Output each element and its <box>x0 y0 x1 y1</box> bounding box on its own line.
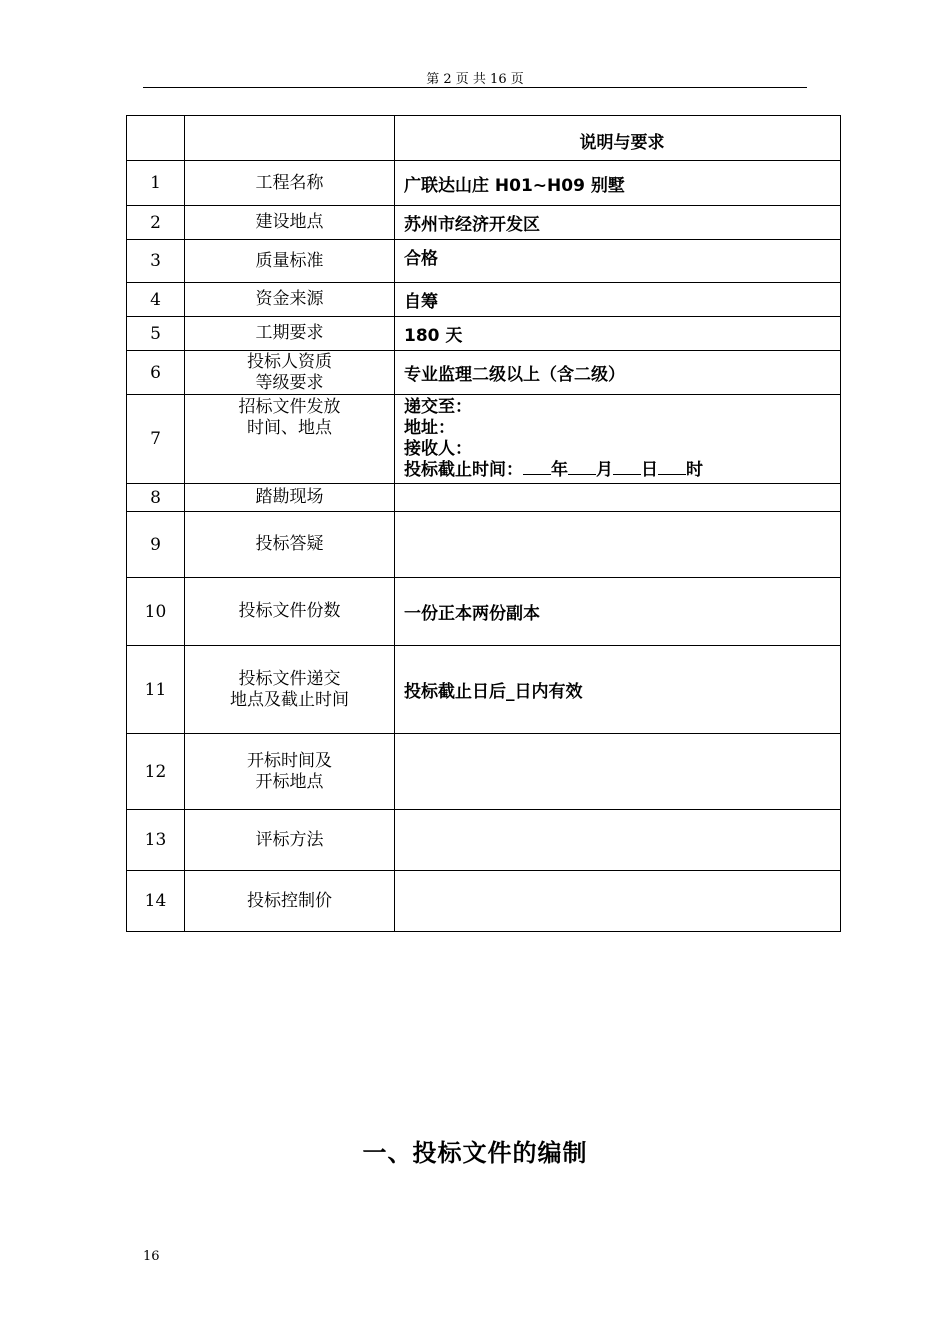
row-description <box>395 871 841 932</box>
header-cell-item <box>185 116 395 161</box>
page-number: 16 <box>143 1249 160 1264</box>
table-row <box>127 734 841 810</box>
row-number: 13 <box>127 810 185 871</box>
section-title: 一、投标文件的编制 <box>362 1139 588 1167</box>
row-description: 180 天 <box>395 317 841 351</box>
table-row <box>127 871 841 932</box>
table-row <box>127 206 841 240</box>
row-item: 工程名称 <box>185 161 395 206</box>
month-blank <box>568 460 596 475</box>
row-number: 6 <box>127 351 185 395</box>
bid-deadline-label: 投标截止时间： <box>404 460 523 480</box>
row-item <box>185 646 395 734</box>
row-item: 踏勘现场 <box>185 484 395 512</box>
bidding-info-table <box>126 115 841 932</box>
header-cell-description: 说明与要求 <box>395 116 841 161</box>
header-cell-num <box>127 116 185 161</box>
table-row <box>127 161 841 206</box>
row-number: 2 <box>127 206 185 240</box>
table-row <box>127 646 841 734</box>
row-item: 投标文件份数 <box>185 578 395 646</box>
row-description: 广联达山庄 H01~H09 别墅 <box>395 161 841 206</box>
table-row <box>127 512 841 578</box>
row-item: 资金来源 <box>185 283 395 317</box>
row-item-line: 开标时间及 <box>247 750 332 771</box>
bid-deadline-line <box>404 460 840 481</box>
hour-label: 时 <box>686 460 703 480</box>
row-number: 14 <box>127 871 185 932</box>
table-row <box>127 317 841 351</box>
row-number: 4 <box>127 283 185 317</box>
row-number: 1 <box>127 161 185 206</box>
day-label: 日 <box>641 460 658 480</box>
row-description: 合格 <box>395 240 841 283</box>
table-row <box>127 240 841 283</box>
row-item-line: 投标文件递交 <box>238 668 341 689</box>
row-description <box>395 734 841 810</box>
row-item: 投标控制价 <box>185 871 395 932</box>
table-row <box>127 283 841 317</box>
month-label: 月 <box>596 460 613 480</box>
row-number: 7 <box>127 395 185 484</box>
table-row <box>127 351 841 395</box>
year-label: 年 <box>551 460 568 480</box>
table-row <box>127 810 841 871</box>
row-description: 一份正本两份副本 <box>395 578 841 646</box>
row-description <box>395 484 841 512</box>
row-item <box>185 395 395 484</box>
header-divider <box>143 87 807 88</box>
table-header-row <box>127 116 841 161</box>
row-item <box>185 734 395 810</box>
table-row <box>127 395 841 484</box>
row-number: 11 <box>127 646 185 734</box>
row-item-line: 地点及截止时间 <box>230 689 349 710</box>
row-description <box>395 512 841 578</box>
row-item-line: 等级要求 <box>255 372 324 393</box>
day-blank <box>613 460 641 475</box>
row-item: 建设地点 <box>185 206 395 240</box>
receiver-label: 接收人： <box>404 439 472 459</box>
row-item-line: 招标文件发放 <box>238 397 341 417</box>
row-description <box>395 395 841 484</box>
row-item: 工期要求 <box>185 317 395 351</box>
row-description <box>395 810 841 871</box>
address-label: 地址： <box>404 418 455 438</box>
row-item: 投标答疑 <box>185 512 395 578</box>
hour-blank <box>658 460 686 475</box>
row-number: 12 <box>127 734 185 810</box>
row-item-line: 投标人资质 <box>247 351 332 372</box>
year-blank <box>523 460 551 475</box>
row-description: 专业监理二级以上（含二级） <box>395 351 841 395</box>
table-row <box>127 578 841 646</box>
table-row <box>127 484 841 512</box>
row-number: 9 <box>127 512 185 578</box>
row-item: 质量标准 <box>185 240 395 283</box>
row-item-line: 开标地点 <box>255 771 324 792</box>
row-number: 10 <box>127 578 185 646</box>
row-item <box>185 351 395 395</box>
row-number: 3 <box>127 240 185 283</box>
row-description: 投标截止日后_日内有效 <box>395 646 841 734</box>
submit-to-label: 递交至： <box>404 397 472 417</box>
row-number: 8 <box>127 484 185 512</box>
row-number: 5 <box>127 317 185 351</box>
row-description: 自筹 <box>395 283 841 317</box>
row-description: 苏州市经济开发区 <box>395 206 841 240</box>
page-header: 第 2 页 共 16 页 <box>426 72 524 87</box>
row-item: 评标方法 <box>185 810 395 871</box>
row-item-line: 时间、地点 <box>247 418 332 438</box>
